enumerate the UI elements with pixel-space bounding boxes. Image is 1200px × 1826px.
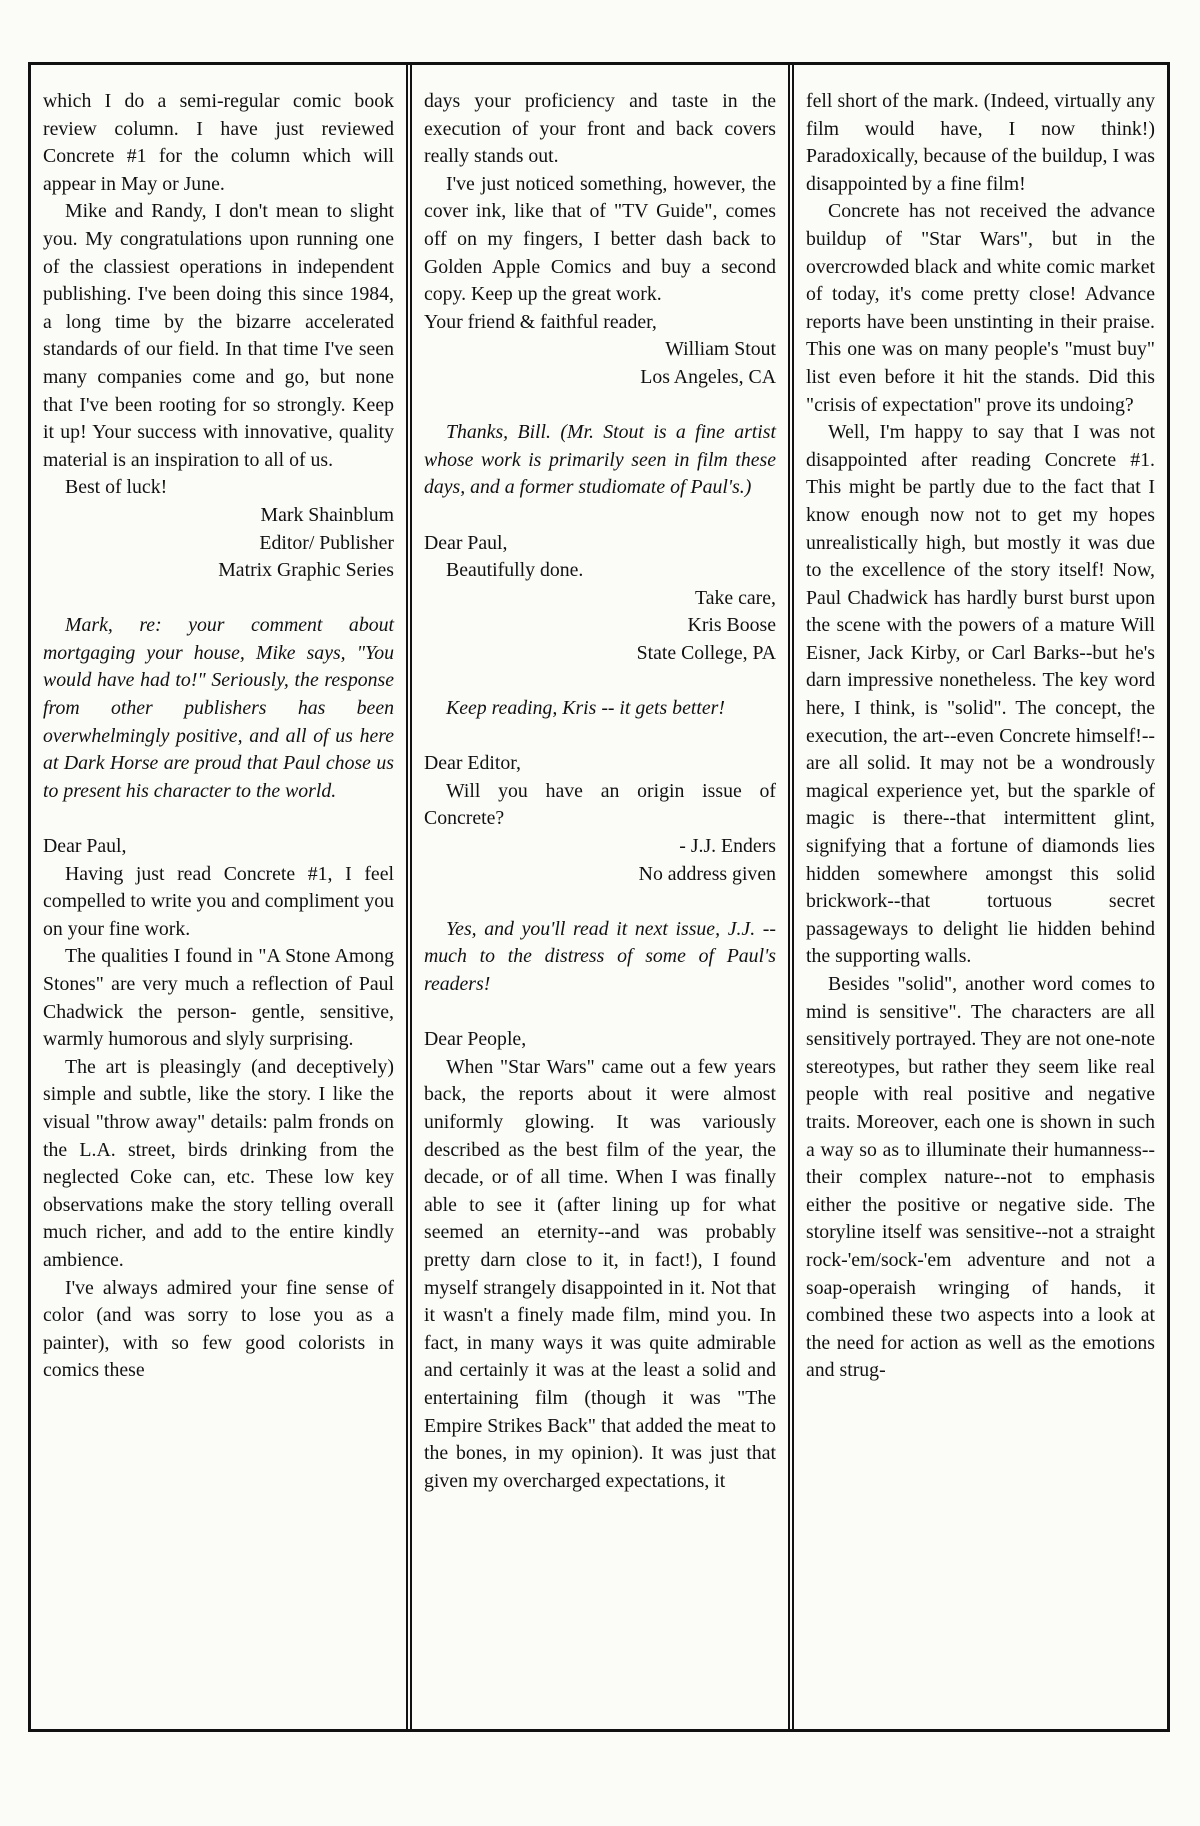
signature-line: Editor/ Publisher	[259, 531, 394, 554]
signature-line: Take care,	[695, 586, 776, 609]
editor-reply: Thanks, Bill. (Mr. Stout is a fine artist whose work is primarily seen in film these days, and a former studiomate of Paul's.)	[424, 421, 776, 499]
paragraph: Dear Paul,	[424, 531, 508, 554]
paragraph: I've always admired your fine sense of color (and was sorry to lose you as a painter), with so few good colorists in comics these	[43, 1276, 394, 1382]
signature-line: No address given	[638, 862, 776, 885]
signature-line: State College, PA	[636, 641, 776, 664]
paragraph: Best of luck!	[65, 476, 168, 499]
column-3	[794, 62, 1167, 1732]
paragraph: Dear Paul,	[43, 835, 127, 858]
paragraph: Well, I'm happy to say that I was not disappointed after reading Concrete #1. This might be partly due to the fact that I know enough now not to get my hopes unrealistically high, but mostly it was due to the excellence of the story itself! Now, Paul Chadwick has hardly burst burst upon the scene with the powers of a mature Will Eisner, Jack Kirby, or Carl Barks--but he's darn impressive nonetheless. The key word here, I think, is "solid". The concept, the execution, the art--even Concrete himself!--are all solid. It may not be a wondrously magical experience yet, but the sparkle of magic is there--that intermittent glint, signifying that a fortune of diamonds lies hidden somewhere amongst this solid brickwork--that tortuous secret passageways to delight lie hidden behind the supporting walls.	[806, 421, 1155, 968]
column-2	[412, 62, 788, 1732]
signature-line: Los Angeles, CA	[640, 365, 776, 388]
spacer	[424, 999, 776, 1027]
spacer	[424, 667, 776, 695]
paragraph: Your friend & faithful reader,	[424, 310, 657, 333]
paragraph: Beautifully done.	[446, 559, 584, 582]
paragraph: fell short of the mark. (Indeed, virtually any film would have, I now think!) Paradoxically, because of the buildup, I was disappointed by a fine film!	[806, 90, 1155, 195]
spacer	[43, 805, 394, 833]
spacer	[424, 723, 776, 751]
editor-reply: Keep reading, Kris -- it gets better!	[446, 697, 725, 720]
paragraph: Dear Editor,	[424, 752, 521, 775]
signature-line: William Stout	[665, 338, 776, 361]
paragraph: The art is pleasingly (and deceptively) simple and subtle, like the story. I like the visual "throw away" details: palm fronds on the L.A. street, birds drinking from the neglected Coke can, etc. These low key observations make the story telling overall much richer, and add to the entire kindly ambience.	[43, 1055, 394, 1271]
paragraph: Mike and Randy, I don't mean to slight you. My congratulations upon running one of the classiest operations in independent publishing. I've been doing this since 1984, a long time by the bizarre accelerated standards of our field. In that time I've seen many companies come and go, but none that I've been rooting for so strongly. Keep it up! Your success with innovative, quality material is an inspiration to all of us.	[43, 200, 394, 471]
paragraph: Concrete has not received the advance buildup of "Star Wars", but in the overcrowded black and white comic market of today, it's come pretty close! Advance reports have been unstinting in their praise. This one was on many people's "must buy" list even before it hit the stands. Did this "crisis of expectation" prove its undoing?	[806, 200, 1155, 416]
paragraph: When "Star Wars" came out a few years back, the reports about it were almost uniformly glowing. It was variously described as the best film of the year, the decade, or of all time. When I was finally able to see it (after lining up for what seemed an eternity--and was probably pretty darn close to it, in fact!), I found myself strangely disappointed in it. Not that it wasn't a finely made film, mind you. In fact, in many ways it was quite admirable and certainly it was at the least a solid and entertaining film (though it was "The Empire Strikes Back" that added the meat to the bones, in my opinion). It was just that given my overcharged expectations, it	[424, 1055, 776, 1492]
paragraph: which I do a semi-regular comic book review column. I have just reviewed Concrete #1 for the column which will appear in May or June.	[43, 90, 394, 195]
spacer	[424, 502, 776, 530]
signature-line: Mark Shainblum	[260, 503, 394, 526]
signature-line: Matrix Graphic Series	[218, 559, 394, 582]
spacer	[424, 392, 776, 420]
paragraph: Having just read Concrete #1, I feel compelled to write you and compliment you on your fine work.	[43, 862, 394, 940]
signature-line: - J.J. Enders	[679, 835, 776, 858]
paragraph: Besides "solid", another word comes to mind is sensitive". The characters are all sensitively portrayed. They are not one-note stereotypes, but rather they seem like real people with real positive and negative traits. Moreover, each one is shown in such a way so as to illuminate their humanness--their complex nature--not to emphasis either the positive or negative side. The storyline itself was sensitive--not a straight rock-'em/sock-'em adventure and not a soap-operaish wringing of hands, it combined these two aspects into a look at the need for action as well as the emotions and strug-	[806, 973, 1155, 1382]
editor-reply: Mark, re: your comment about mortgaging your house, Mike says, "You would have had to!" Seriously, the response from other publishers has been overwhelmingly positive, and all of us here at Dark Horse are proud that Paul chose us to present his character to the world.	[43, 614, 394, 802]
editor-reply: Yes, and you'll read it next issue, J.J. -- much to the distress of some of Paul's readers!	[424, 917, 776, 995]
paragraph: The qualities I found in "A Stone Among Stones" are very much a reflection of Paul Chadwick the person- gentle, sensitive, warmly humorous and slyly surprising.	[43, 945, 394, 1051]
signature-line: Kris Boose	[687, 614, 776, 637]
paragraph: I've just noticed something, however, the cover ink, like that of "TV Guide", comes off on my fingers, I better dash back to Golden Apple Comics and buy a second copy. Keep up the great work.	[424, 172, 776, 306]
paragraph: days your proficiency and taste in the execution of your front and back covers really stands out.	[424, 90, 776, 168]
paragraph: Will you have an origin issue of Concrete?	[424, 779, 776, 830]
paragraph: Dear People,	[424, 1028, 527, 1051]
spacer	[43, 585, 394, 613]
column-1	[31, 62, 406, 1732]
spacer	[424, 888, 776, 916]
